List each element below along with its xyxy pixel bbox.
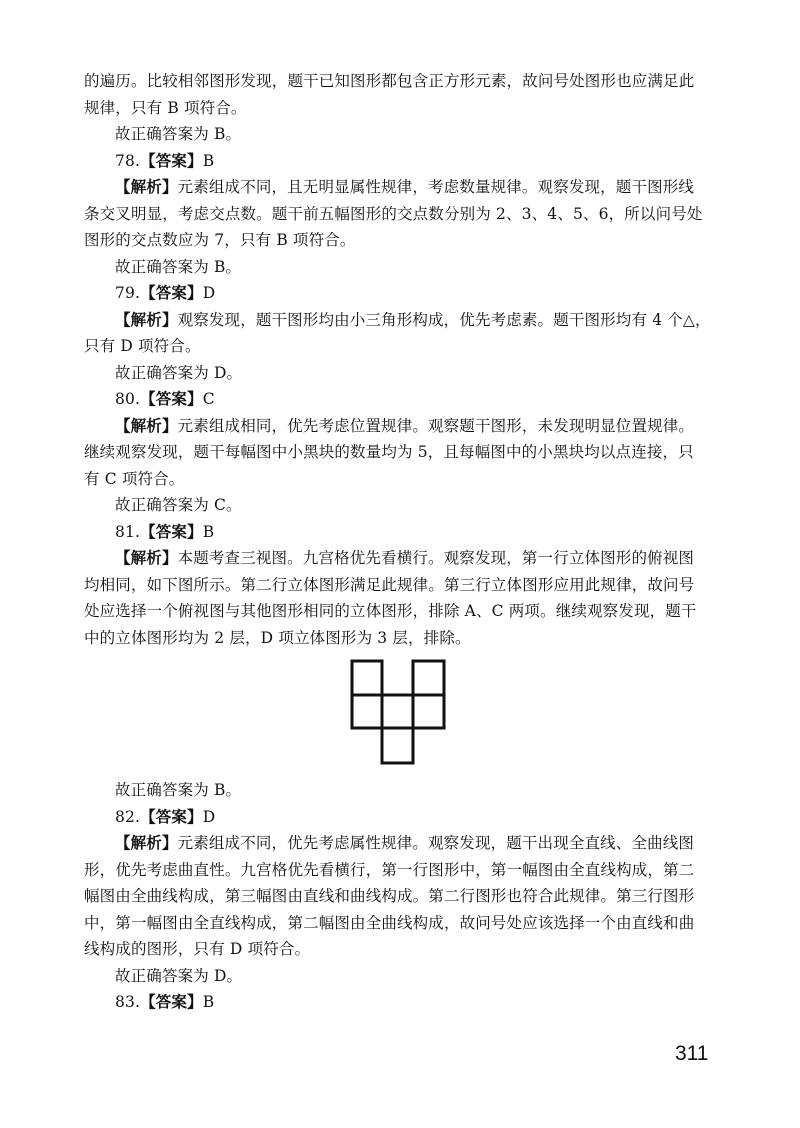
conclusion-line: 故正确答案为 D。 bbox=[115, 363, 243, 382]
conclusion-line: 故正确答案为 B。 bbox=[115, 125, 242, 143]
answer-label: 【答案】 bbox=[140, 389, 203, 408]
answer-label: 【答案】 bbox=[140, 521, 203, 541]
top-view-cell bbox=[382, 695, 413, 728]
top-view-figure bbox=[84, 659, 718, 773]
top-view-cell bbox=[413, 661, 444, 695]
answer-line-81 bbox=[84, 519, 718, 546]
question-number: 79. bbox=[115, 284, 141, 302]
analysis-text: 元素组成相同，优先考虑位置规律。观察题干图形，未发现明显位置规律。 bbox=[177, 416, 695, 435]
question-number: 83. bbox=[115, 993, 141, 1011]
question-number: 82. bbox=[115, 807, 141, 826]
analysis-line-81 bbox=[84, 545, 718, 572]
page-content bbox=[84, 68, 718, 1016]
answer-label: 【答案】 bbox=[140, 992, 203, 1011]
text-line: 线构成的图形，只有 D 项符合。 bbox=[84, 940, 311, 958]
answer-line-82 bbox=[84, 804, 718, 831]
conclusion-line: 故正确答案为 D。 bbox=[115, 966, 243, 985]
question-number: 78. bbox=[115, 151, 141, 170]
conclusion-line: 故正确答案为 B。 bbox=[115, 257, 242, 276]
answer-value: D bbox=[202, 284, 216, 302]
analysis-text: 观察发现，题干图形均由小三角形构成，优先考虑素。题干图形均有 4 个△， bbox=[177, 310, 711, 329]
answer-line-83 bbox=[84, 989, 718, 1016]
answer-label: 【答案】 bbox=[140, 150, 203, 170]
answer-value: B bbox=[202, 522, 215, 541]
text-line: 继续观察发现，题干每幅图中小黑块的数量均为 5，且每幅图中的小黑块均以点连接，只 bbox=[84, 443, 694, 461]
analysis-label: 【解析】 bbox=[115, 548, 178, 567]
top-view-cell bbox=[352, 695, 382, 728]
analysis-label: 【解析】 bbox=[115, 415, 178, 435]
answer-line-80 bbox=[84, 386, 718, 413]
top-view-cell bbox=[352, 661, 382, 695]
answer-value: B bbox=[202, 151, 215, 170]
text-line: 有 C 项符合。 bbox=[84, 469, 185, 488]
text-line: 中的立体图形均为 2 层，D 项立体图形为 3 层，排除。 bbox=[84, 628, 471, 647]
analysis-line-80 bbox=[84, 413, 718, 440]
answer-line-79 bbox=[84, 280, 718, 307]
analysis-text: 元素组成不同，且无明显属性规律，考虑数量规律。观察发现，题干图形线 bbox=[177, 178, 695, 196]
text-line: 只有 D 项符合。 bbox=[84, 337, 201, 355]
text-line: 图形的交点数应为 7，只有 B 项符合。 bbox=[84, 231, 356, 249]
text-line: 形，优先考虑曲直性。九宫格优先看横行，第一行图形中，第一幅图由全直线构成，第二 bbox=[84, 860, 695, 879]
text-line: 中，第一幅图由全直线构成，第二幅图由全曲线构成，故问号处应该选择一个由直线和曲 bbox=[84, 913, 695, 932]
text-line: 条交叉明显，考虑交点数。题干前五幅图形的交点数分别为 2、3、4、5、6，所以问号处 bbox=[84, 204, 703, 223]
answer-label: 【答案】 bbox=[140, 806, 203, 826]
top-view-grid-diagram bbox=[350, 659, 446, 765]
answer-value: B bbox=[202, 993, 215, 1011]
text-line: 幅图由全曲线构成，第三幅图由直线和曲线构成。第二行图形也符合此规律。第三行图形 bbox=[84, 887, 695, 905]
analysis-line-82 bbox=[84, 830, 718, 857]
question-number: 81. bbox=[115, 522, 141, 541]
analysis-line-78 bbox=[84, 174, 718, 201]
answer-label: 【答案】 bbox=[140, 283, 203, 302]
analysis-text: 本题考查三视图。九宫格优先看横行。观察发现，第一行立体图形的俯视图 bbox=[177, 549, 695, 567]
answer-line-78 bbox=[84, 148, 718, 175]
top-view-cell bbox=[413, 695, 444, 728]
analysis-label: 【解析】 bbox=[115, 177, 178, 196]
text-line: 规律，只有 B 项符合。 bbox=[84, 98, 247, 117]
top-view-cell bbox=[382, 728, 413, 763]
answer-value: C bbox=[202, 390, 215, 408]
conclusion-line: 故正确答案为 B。 bbox=[115, 781, 242, 799]
answer-value: D bbox=[202, 807, 216, 826]
analysis-text: 元素组成不同，优先考虑属性规律。观察发现，题干出现全直线、全曲线图 bbox=[177, 834, 695, 852]
page-number: 311 bbox=[675, 1042, 709, 1065]
analysis-line-79 bbox=[84, 307, 718, 334]
analysis-label: 【解析】 bbox=[115, 309, 178, 329]
conclusion-line: 故正确答案为 C。 bbox=[115, 496, 242, 514]
analysis-label: 【解析】 bbox=[115, 833, 178, 852]
question-number: 80. bbox=[115, 390, 141, 408]
text-line: 处应选择一个俯视图与其他图形相同的立体图形，排除 A、C 两项。继续观察发现，题干 bbox=[84, 602, 697, 620]
text-line: 的遍历。比较相邻图形发现，题干已知图形都包含正方形元素，故问号处图形也应满足此 bbox=[84, 72, 695, 90]
text-line: 均相同，如下图所示。第二行立体图形满足此规律。第三行立体图形应用此规律，故问号 bbox=[84, 575, 695, 594]
